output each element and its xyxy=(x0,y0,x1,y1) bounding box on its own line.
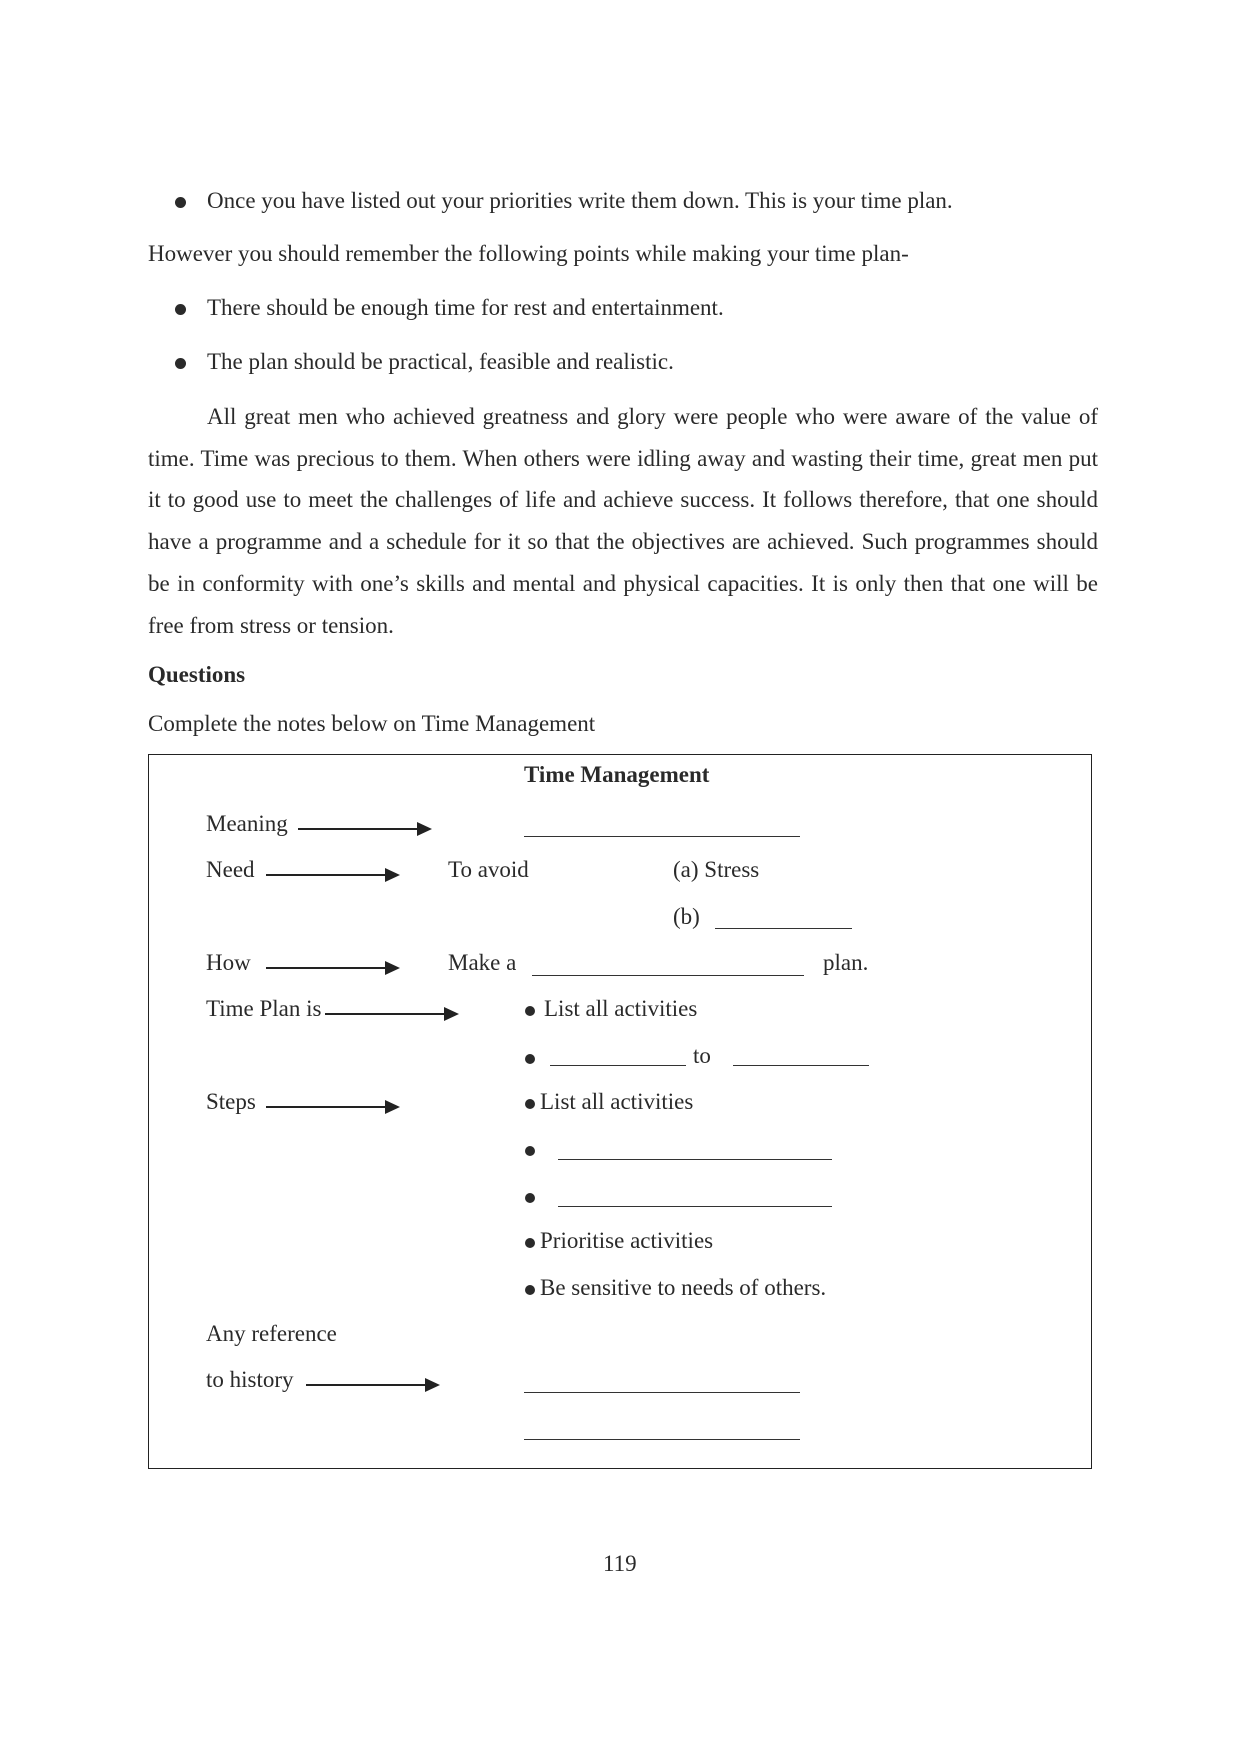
make-a-text: Make a xyxy=(448,950,517,975)
meaning-blank[interactable] xyxy=(524,836,800,837)
bullet-text-practical: The plan should be practical, feasible and realistic. xyxy=(207,349,674,374)
arrow-icon xyxy=(306,1378,440,1392)
instruction-text: Complete the notes below on Time Management xyxy=(148,711,596,736)
reference-label-line1: Any reference xyxy=(206,1321,337,1346)
arrow-icon xyxy=(298,822,432,836)
arrow-icon xyxy=(266,868,400,882)
meaning-label: Meaning xyxy=(206,811,288,836)
plan-text: plan. xyxy=(823,950,869,975)
to-avoid-text: To avoid xyxy=(448,857,529,882)
bullet-icon xyxy=(525,1054,535,1064)
step-blank-2[interactable] xyxy=(558,1206,832,1207)
body-paragraph xyxy=(148,396,1098,646)
arrow-icon xyxy=(266,1100,400,1114)
notes-title: Time Management xyxy=(524,762,710,787)
bullet-text-time-plan: Once you have listed out your priorities write them down. This is your time plan. xyxy=(207,188,953,213)
bullet-icon xyxy=(525,1285,535,1295)
bullet-icon xyxy=(525,1146,535,1156)
need-label: Need xyxy=(206,857,255,882)
intro-line: However you should remember the following points while making your time plan- xyxy=(148,241,909,266)
bullet-text-rest: There should be enough time for rest and entertainment. xyxy=(207,295,724,320)
paragraph-text: All great men who achieved greatness and glory were people who were aware of the value of time. Time was precious to them. When others were idling away and wasting their time, great men put it to good use to meet the challenges of life and achieve success. It follows therefore, that one should have a programme and a schedule for it so that the objectives are achieved. Such programmes should be in conformity with one’s skills and mental and physical capacities. It is only then that one will be free from stress or tension. xyxy=(148,404,1098,638)
arrow-icon xyxy=(266,961,400,975)
bullet-icon xyxy=(175,358,186,369)
bullet-icon xyxy=(175,197,186,208)
page-number: 119 xyxy=(603,1551,637,1576)
history-blank-1[interactable] xyxy=(524,1392,800,1393)
how-label: How xyxy=(206,950,251,975)
to-text: to xyxy=(693,1043,711,1068)
step-blank-1[interactable] xyxy=(558,1159,832,1160)
from-blank[interactable] xyxy=(550,1065,686,1066)
steps-label: Steps xyxy=(206,1089,256,1114)
list-all-activities-1: List all activities xyxy=(544,996,698,1021)
b-blank[interactable] xyxy=(715,928,852,929)
bullet-icon xyxy=(525,1006,535,1016)
history-blank-2[interactable] xyxy=(524,1439,800,1440)
bullet-icon xyxy=(525,1193,535,1203)
bullet-icon xyxy=(525,1099,535,1109)
reference-label-line2: to history xyxy=(206,1367,294,1392)
b-label: (b) xyxy=(673,904,700,929)
list-all-activities-2: List all activities xyxy=(540,1089,694,1114)
bullet-icon xyxy=(525,1238,535,1248)
arrow-icon xyxy=(325,1007,459,1021)
plan-blank[interactable] xyxy=(532,975,804,976)
questions-heading: Questions xyxy=(148,662,246,687)
time-plan-label: Time Plan is xyxy=(206,996,322,1021)
stress-text: (a) Stress xyxy=(673,857,760,882)
to-blank[interactable] xyxy=(733,1065,869,1066)
prioritise-text: Prioritise activities xyxy=(540,1228,714,1253)
bullet-icon xyxy=(175,304,186,315)
sensitive-text: Be sensitive to needs of others. xyxy=(540,1275,827,1300)
